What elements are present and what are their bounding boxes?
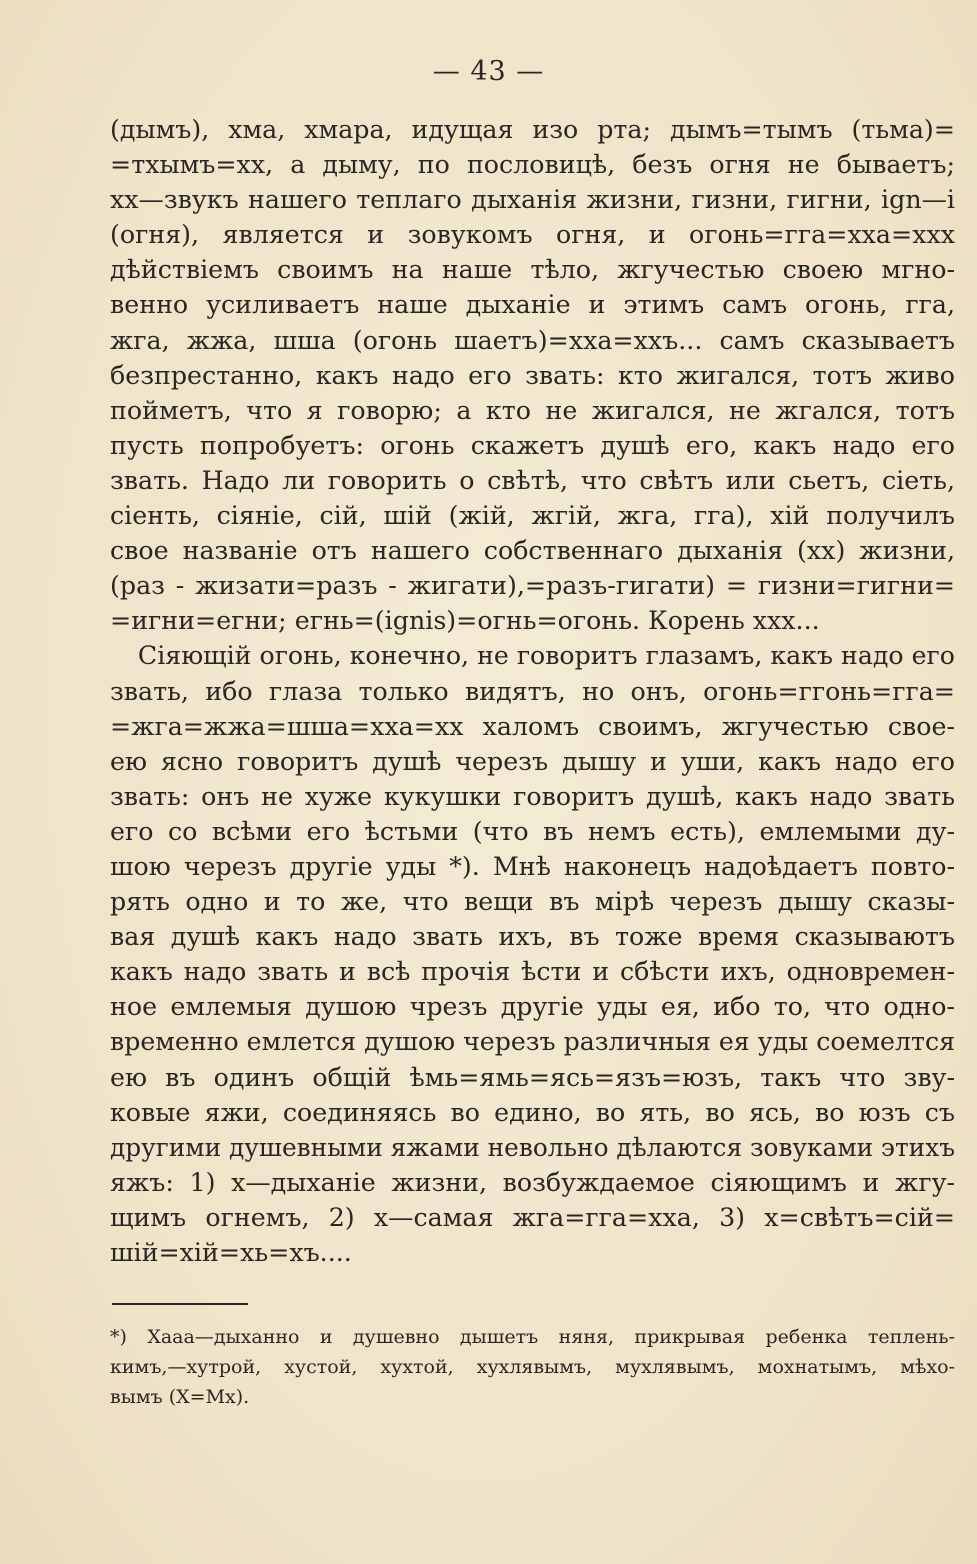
text-line: ею ясно говоритъ душѣ черезъ дышу и уши, какъ надо его: [110, 746, 955, 776]
footnote-divider: [112, 1303, 248, 1305]
main-text: [110, 112, 955, 1270]
text-line: пойметъ, что я говорю; а кто не жигался, не жгался, тотъ: [110, 395, 955, 425]
text-line: дѣйствіемъ своимъ на наше тѣло, жгучестью своею мгно-: [110, 255, 955, 285]
text-line: звать. Надо ли говорить о свѣтѣ, что свѣтъ или сьетъ, сіеть,: [110, 465, 955, 495]
text-line: пусть попробуетъ: огонь скажетъ душѣ его, какъ надо его: [110, 430, 955, 460]
footnote-line: вымъ (Х=Мх).: [110, 1386, 250, 1408]
text-line: (раз - жизати=разъ - жигати),=разъ-гигати) = гизни=гигни=: [110, 571, 955, 601]
text-line: ное емлемыя душою чрезъ другіе уды ея, ибо то, что одно-: [110, 992, 955, 1022]
footnote-line: кимъ,—хутрой, хустой, хухтой, хухлявымъ, мухлявымъ, мохнатымъ, мѣхо-: [110, 1356, 955, 1378]
text-line: ковые яжи, соединяясь во едино, во ять, во ясь, во юзъ съ: [110, 1097, 955, 1127]
text-line: щимъ огнемъ, 2) х—самая жга=гга=хха, 3) х=свѣтъ=сій=: [110, 1202, 955, 1232]
page-number: — 43 —: [432, 56, 545, 87]
text-line: другими душевными яжами невольно дѣлаются зовуками этихъ: [110, 1132, 955, 1162]
text-line: ею въ одинъ общій ѣмь=ямь=ясь=язъ=юзъ, такъ что зву-: [110, 1062, 955, 1092]
text-line: =игни=егни; егнь=(ignis)=огнь=огонь. Корень ххх...: [110, 606, 820, 636]
text-line: свое названіе отъ нашего собственнаго дыханія (хх) жизни,: [110, 536, 955, 566]
paragraph-start-line: Сіяющій огонь, конечно, не говоритъ глазамъ, какъ надо его: [137, 641, 955, 671]
text-line: вая душѣ какъ надо звать ихъ, въ тоже время сказываютъ: [110, 922, 955, 952]
text-line: =тхымъ=хх, а дыму, по пословицѣ, безъ огня не бываетъ;: [110, 150, 955, 180]
text-line: жга, жжа, шша (огонь шаетъ)=хха=ххъ... самъ сказываетъ: [110, 325, 955, 355]
text-line: безпрестанно, какъ надо его звать: кто жигался, тотъ живо: [110, 360, 955, 390]
text-line: (дымъ), хма, хмара, идущая изо рта; дымъ=тымъ (тьма)=: [110, 115, 955, 144]
text-line: звать: онъ не хуже кукушки говоритъ душѣ, какъ надо звать: [110, 781, 955, 811]
footnote: [110, 1322, 955, 1412]
text-line: =жга=жжа=шша=хха=хх халомъ своимъ, жгучестью свое-: [110, 711, 955, 741]
text-line: хх—звукъ нашего теплаго дыханія жизни, гизни, гигни, ign—i: [110, 185, 955, 215]
text-line: шій=хій=хь=хъ....: [110, 1238, 352, 1267]
text-line: (огня), является и зовукомъ огня, и огонь=гга=хха=ххх: [110, 220, 955, 250]
text-line: шою черезъ другіе уды *). Мнѣ наконецъ надоѣдаетъ повто-: [110, 851, 955, 881]
text-line: временно емлется душою черезъ различныя ея уды соемелтся: [110, 1027, 955, 1057]
text-line: звать, ибо глаза только видятъ, но онъ, огонь=ггонь=гга=: [110, 676, 955, 706]
text-line: яжъ: 1) х—дыханіе жизни, возбуждаемое сіяющимъ и жгу-: [110, 1167, 955, 1197]
text-line: его со всѣми его ѣстьми (что въ немъ есть), емлемыми ду-: [110, 816, 955, 846]
text-line: сіенть, сіяніе, сій, шій (жій, жгій, жга, гга), хій получилъ: [110, 501, 955, 531]
text-line: какъ надо звать и всѣ прочія ѣсти и сбѣсти ихъ, одновремен-: [110, 957, 955, 987]
text-line: рять одно и то же, что вещи въ мірѣ черезъ дышу сказы-: [110, 887, 955, 917]
text-line: венно усиливаетъ наше дыханіе и этимъ самъ огонь, гга,: [110, 290, 955, 320]
footnote-line: *) Хааа—дыханно и душевно дышетъ няня, прикрывая ребенка теплень-: [110, 1326, 955, 1348]
